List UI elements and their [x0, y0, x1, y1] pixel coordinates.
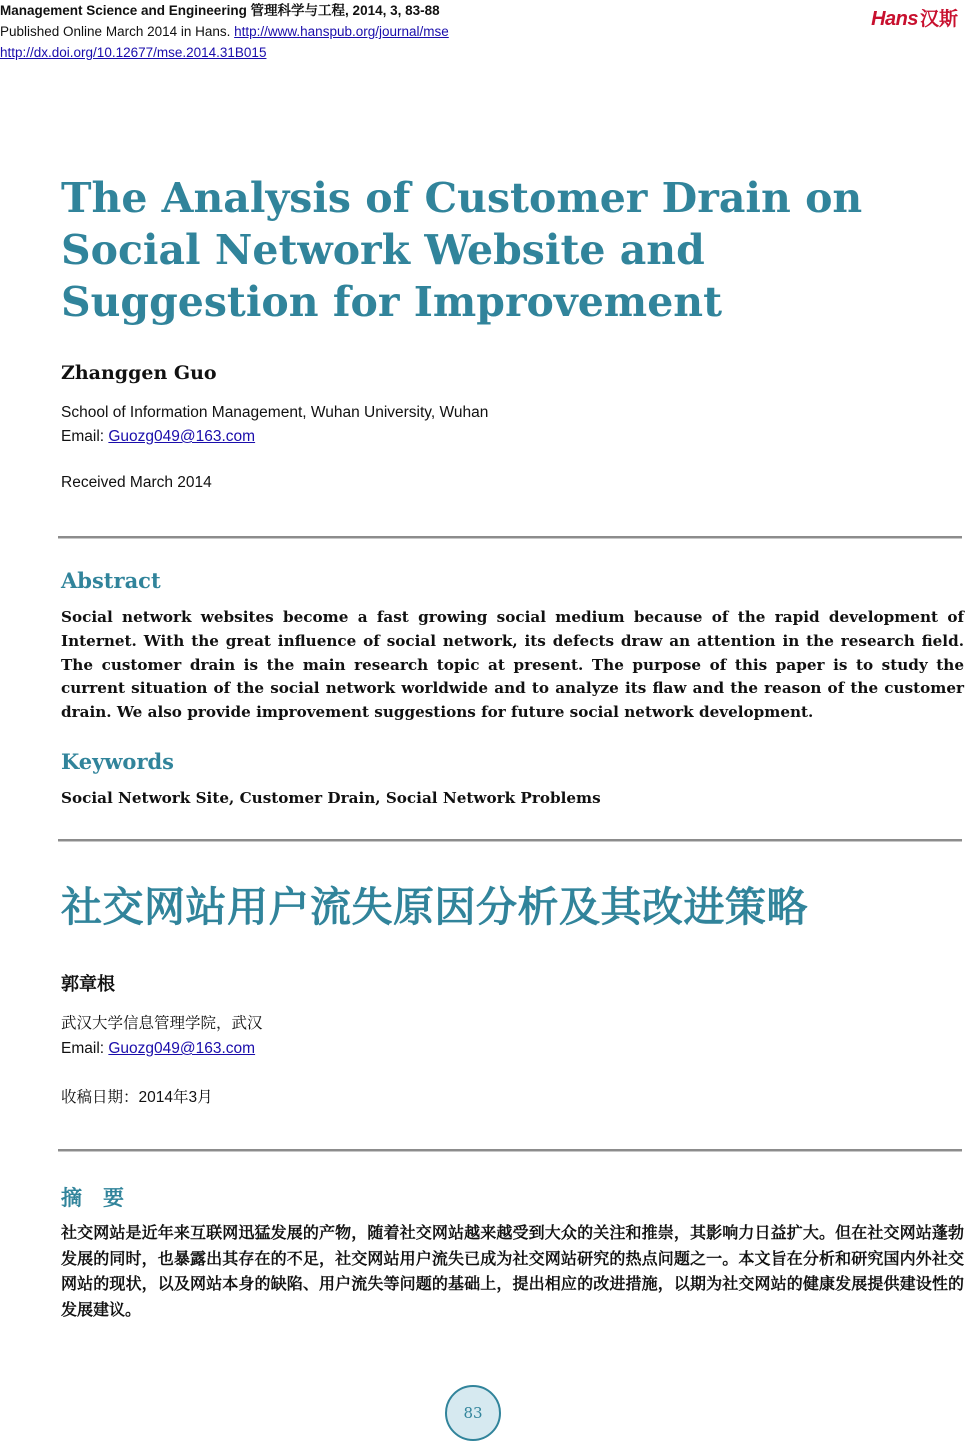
- chinese-affiliation: 武汉大学信息管理学院，武汉: [61, 1015, 263, 1032]
- chinese-abstract-heading: 摘 要: [61, 1186, 124, 1210]
- chinese-abstract: 社交网站是近年来互联网迅猛发展的产物，随着社交网站越来越受到大众的关注和推崇，其影响力日益扩大。但在社交网站蓬勃发展的同时，也暴露出其存在的不足，社交网站用户流失已成为社交网站研究的热点问题之一。本文旨在分析和研究国内外社交网站的现状，以及网站本身的缺陷、用户流失等问题的基础上，提出相应的改进措施，以期为社交网站的健康发展提供建设性的发展建议。: [61, 1223, 964, 1319]
- english-author: Zhanggen Guo: [61, 362, 217, 384]
- doi-line: [0, 42, 966, 63]
- email-label: Email:: [61, 428, 109, 445]
- chinese-affiliation-block: [61, 1011, 263, 1061]
- hans-logo: [871, 4, 958, 31]
- chinese-title: 社交网站用户流失原因分析及其改进策略: [61, 883, 808, 931]
- chinese-email-link[interactable]: Guozg049@163.com: [108, 1040, 256, 1057]
- hans-logo-cn-text: 汉斯: [919, 9, 958, 30]
- english-affiliation: School of Information Management, Wuhan University, Wuhan: [61, 404, 489, 421]
- chinese-author: 郭章根: [61, 974, 115, 995]
- email-label: Email:: [61, 1040, 109, 1057]
- abstract-heading: Abstract: [61, 568, 161, 593]
- page-header: [0, 0, 966, 63]
- english-email-line: [61, 425, 488, 449]
- hans-logo-text: Hans: [871, 8, 918, 30]
- divider: [58, 1149, 962, 1152]
- journal-line: Management Science and Engineering 管理科学与工程, 2014, 3, 83-88: [0, 3, 440, 18]
- english-affiliation-block: [61, 401, 488, 449]
- english-title: The Analysis of Customer Drain on Social Network Website and Suggestion for Improvement: [61, 174, 863, 326]
- divider: [58, 536, 962, 539]
- page-number-badge: 83: [445, 1385, 501, 1441]
- english-received: Received March 2014: [61, 474, 212, 491]
- english-abstract: Social network websites become a fast growing social medium because of the rapid development of Internet. With the great influence of social network, its defects draw an attention in the research field. The customer drain is the main research topic at present. The purpose of this paper is to study the current situation of the social network worldwide and to analyze its flaw and the reason of the customer drain. We also provide improvement suggestions for future social network development.: [61, 608, 964, 722]
- chinese-received: 收稿日期：2014年3月: [61, 1089, 213, 1106]
- english-keywords: Social Network Site, Customer Drain, Social Network Problems: [61, 789, 601, 807]
- journal-link[interactable]: http://www.hanspub.org/journal/mse: [234, 24, 449, 39]
- chinese-email-line: [61, 1036, 263, 1061]
- divider: [58, 839, 962, 842]
- english-email-link[interactable]: Guozg049@163.com: [108, 428, 256, 445]
- keywords-heading: Keywords: [61, 749, 175, 774]
- doi-link[interactable]: http://dx.doi.org/10.12677/mse.2014.31B015: [0, 45, 267, 60]
- published-text: Published Online March 2014 in Hans.: [0, 24, 235, 39]
- published-line: [0, 21, 966, 42]
